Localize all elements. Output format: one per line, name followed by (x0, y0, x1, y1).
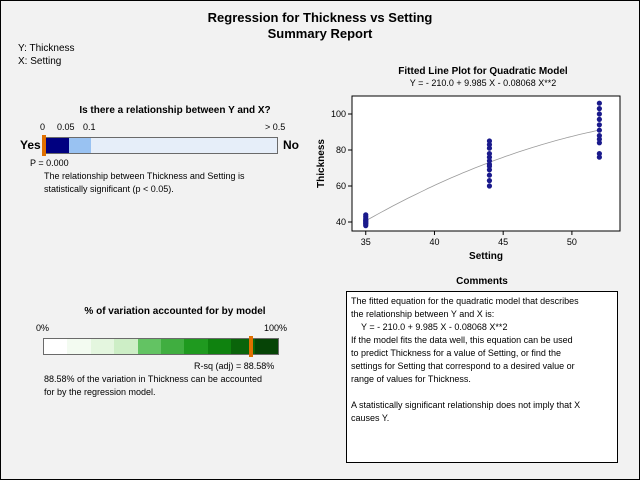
y-tick-label: 40 (335, 217, 346, 227)
rsq-bar-segment (255, 339, 279, 354)
rsq-bar-segment (184, 339, 208, 354)
data-point (487, 173, 492, 178)
x-axis-label: Setting (469, 251, 503, 262)
data-point (363, 212, 368, 217)
comments-title: Comments (456, 276, 508, 287)
variation-description (44, 373, 262, 399)
x-variable-label: X: Setting (18, 56, 62, 67)
rsq-bar-segment (67, 339, 91, 354)
rsq-bar-segment (114, 339, 138, 354)
data-point (363, 219, 368, 224)
chart-subtitle: Y = - 210.0 + 9.985 X - 0.08068 X**2 (409, 78, 557, 88)
p-bar-segment-significant (44, 138, 69, 153)
relationship-description (44, 170, 244, 196)
rsq-label: R-sq (adj) = 88.58% (194, 361, 275, 371)
comments-line1: The fitted equation for the quadratic model that describes (351, 296, 579, 306)
data-point (597, 137, 602, 142)
relationship-title: Is there a relationship between Y and X? (79, 105, 271, 116)
data-point (487, 164, 492, 169)
x-tick-label: 50 (566, 237, 577, 247)
data-point (597, 111, 602, 116)
data-point (597, 106, 602, 111)
x-axis (361, 231, 577, 247)
comments-line8: causes Y. (351, 413, 390, 423)
variation-title: % of variation accounted for by model (84, 306, 266, 317)
rsq-bar-segment (44, 339, 68, 354)
p-tick-005: 0.05 (57, 122, 75, 132)
report-title-line2: Summary Report (267, 26, 373, 41)
no-label: No (283, 138, 299, 152)
comments-line5: settings for Setting that correspond to a desired value or (351, 361, 575, 371)
report-title-line1: Regression for Thickness vs Setting (207, 10, 433, 25)
report-title (0, 10, 640, 42)
chart-title: Fitted Line Plot for Quadratic Model (398, 66, 568, 77)
comments-line7: A statistically significant relationship does not imply that X (351, 400, 581, 410)
p-tick-0: 0 (40, 122, 46, 132)
p-tick-01: 0.1 (83, 122, 96, 132)
comments-line4: to predict Thickness for a value of Setting, or find the (351, 348, 561, 358)
comments-equation: Y = - 210.0 + 9.985 X - 0.08068 X**2 (361, 322, 508, 332)
data-point (487, 183, 492, 188)
relationship-desc-line1: The relationship between Thickness and Setting is (44, 171, 245, 181)
variation-desc-line2: for by the regression model. (44, 387, 156, 397)
p-tick-05: > 0.5 (265, 122, 286, 132)
y-tick-label: 80 (335, 145, 346, 155)
data-point (487, 151, 492, 156)
data-point (597, 117, 602, 122)
relationship-desc-line2: statistically significant (p < 0.05). (44, 184, 174, 194)
comments-box (346, 291, 618, 463)
p-bar-segment-not-significant (91, 138, 277, 153)
rsq-bar-segment (208, 339, 232, 354)
data-point (487, 138, 492, 143)
data-point (597, 151, 602, 156)
variation-desc-line1: 88.58% of the variation in Thickness can be accounted (44, 374, 262, 384)
comments-line6: range of values for Thickness. (351, 374, 471, 384)
yes-label: Yes (20, 138, 41, 152)
y-variable-label: Y: Thickness (18, 43, 75, 54)
p-value-bar (43, 137, 278, 154)
x-tick-label: 35 (360, 237, 371, 247)
data-point (597, 101, 602, 106)
x-tick-label: 40 (429, 237, 440, 247)
comments-spacer (351, 386, 613, 399)
data-point (487, 178, 492, 183)
variation-label-100: 100% (264, 323, 288, 333)
rsq-bar-segment (138, 339, 162, 354)
variation-label-0: 0% (36, 323, 50, 333)
rsq-marker (249, 336, 253, 357)
data-point (597, 128, 602, 133)
p-bar-segment-marginal (69, 138, 91, 153)
comments-line3: If the model fits the data well, this equation can be used (351, 335, 573, 345)
y-axis-label: Thickness (316, 139, 327, 188)
variable-labels (18, 42, 75, 68)
p-value-text: P = 0.000 (30, 158, 69, 168)
x-tick-label: 45 (498, 237, 509, 247)
data-point (597, 122, 602, 127)
y-tick-label: 60 (335, 181, 346, 191)
p-value-marker (42, 135, 46, 156)
y-tick-label: 100 (330, 109, 346, 119)
y-axis (331, 109, 352, 227)
rsq-bar-segment (161, 339, 185, 354)
fitted-line-plot (300, 60, 630, 270)
rsq-bar-segment (91, 339, 115, 354)
comments-line2: the relationship between Y and X is: (351, 309, 495, 319)
rsq-bar (43, 338, 279, 355)
